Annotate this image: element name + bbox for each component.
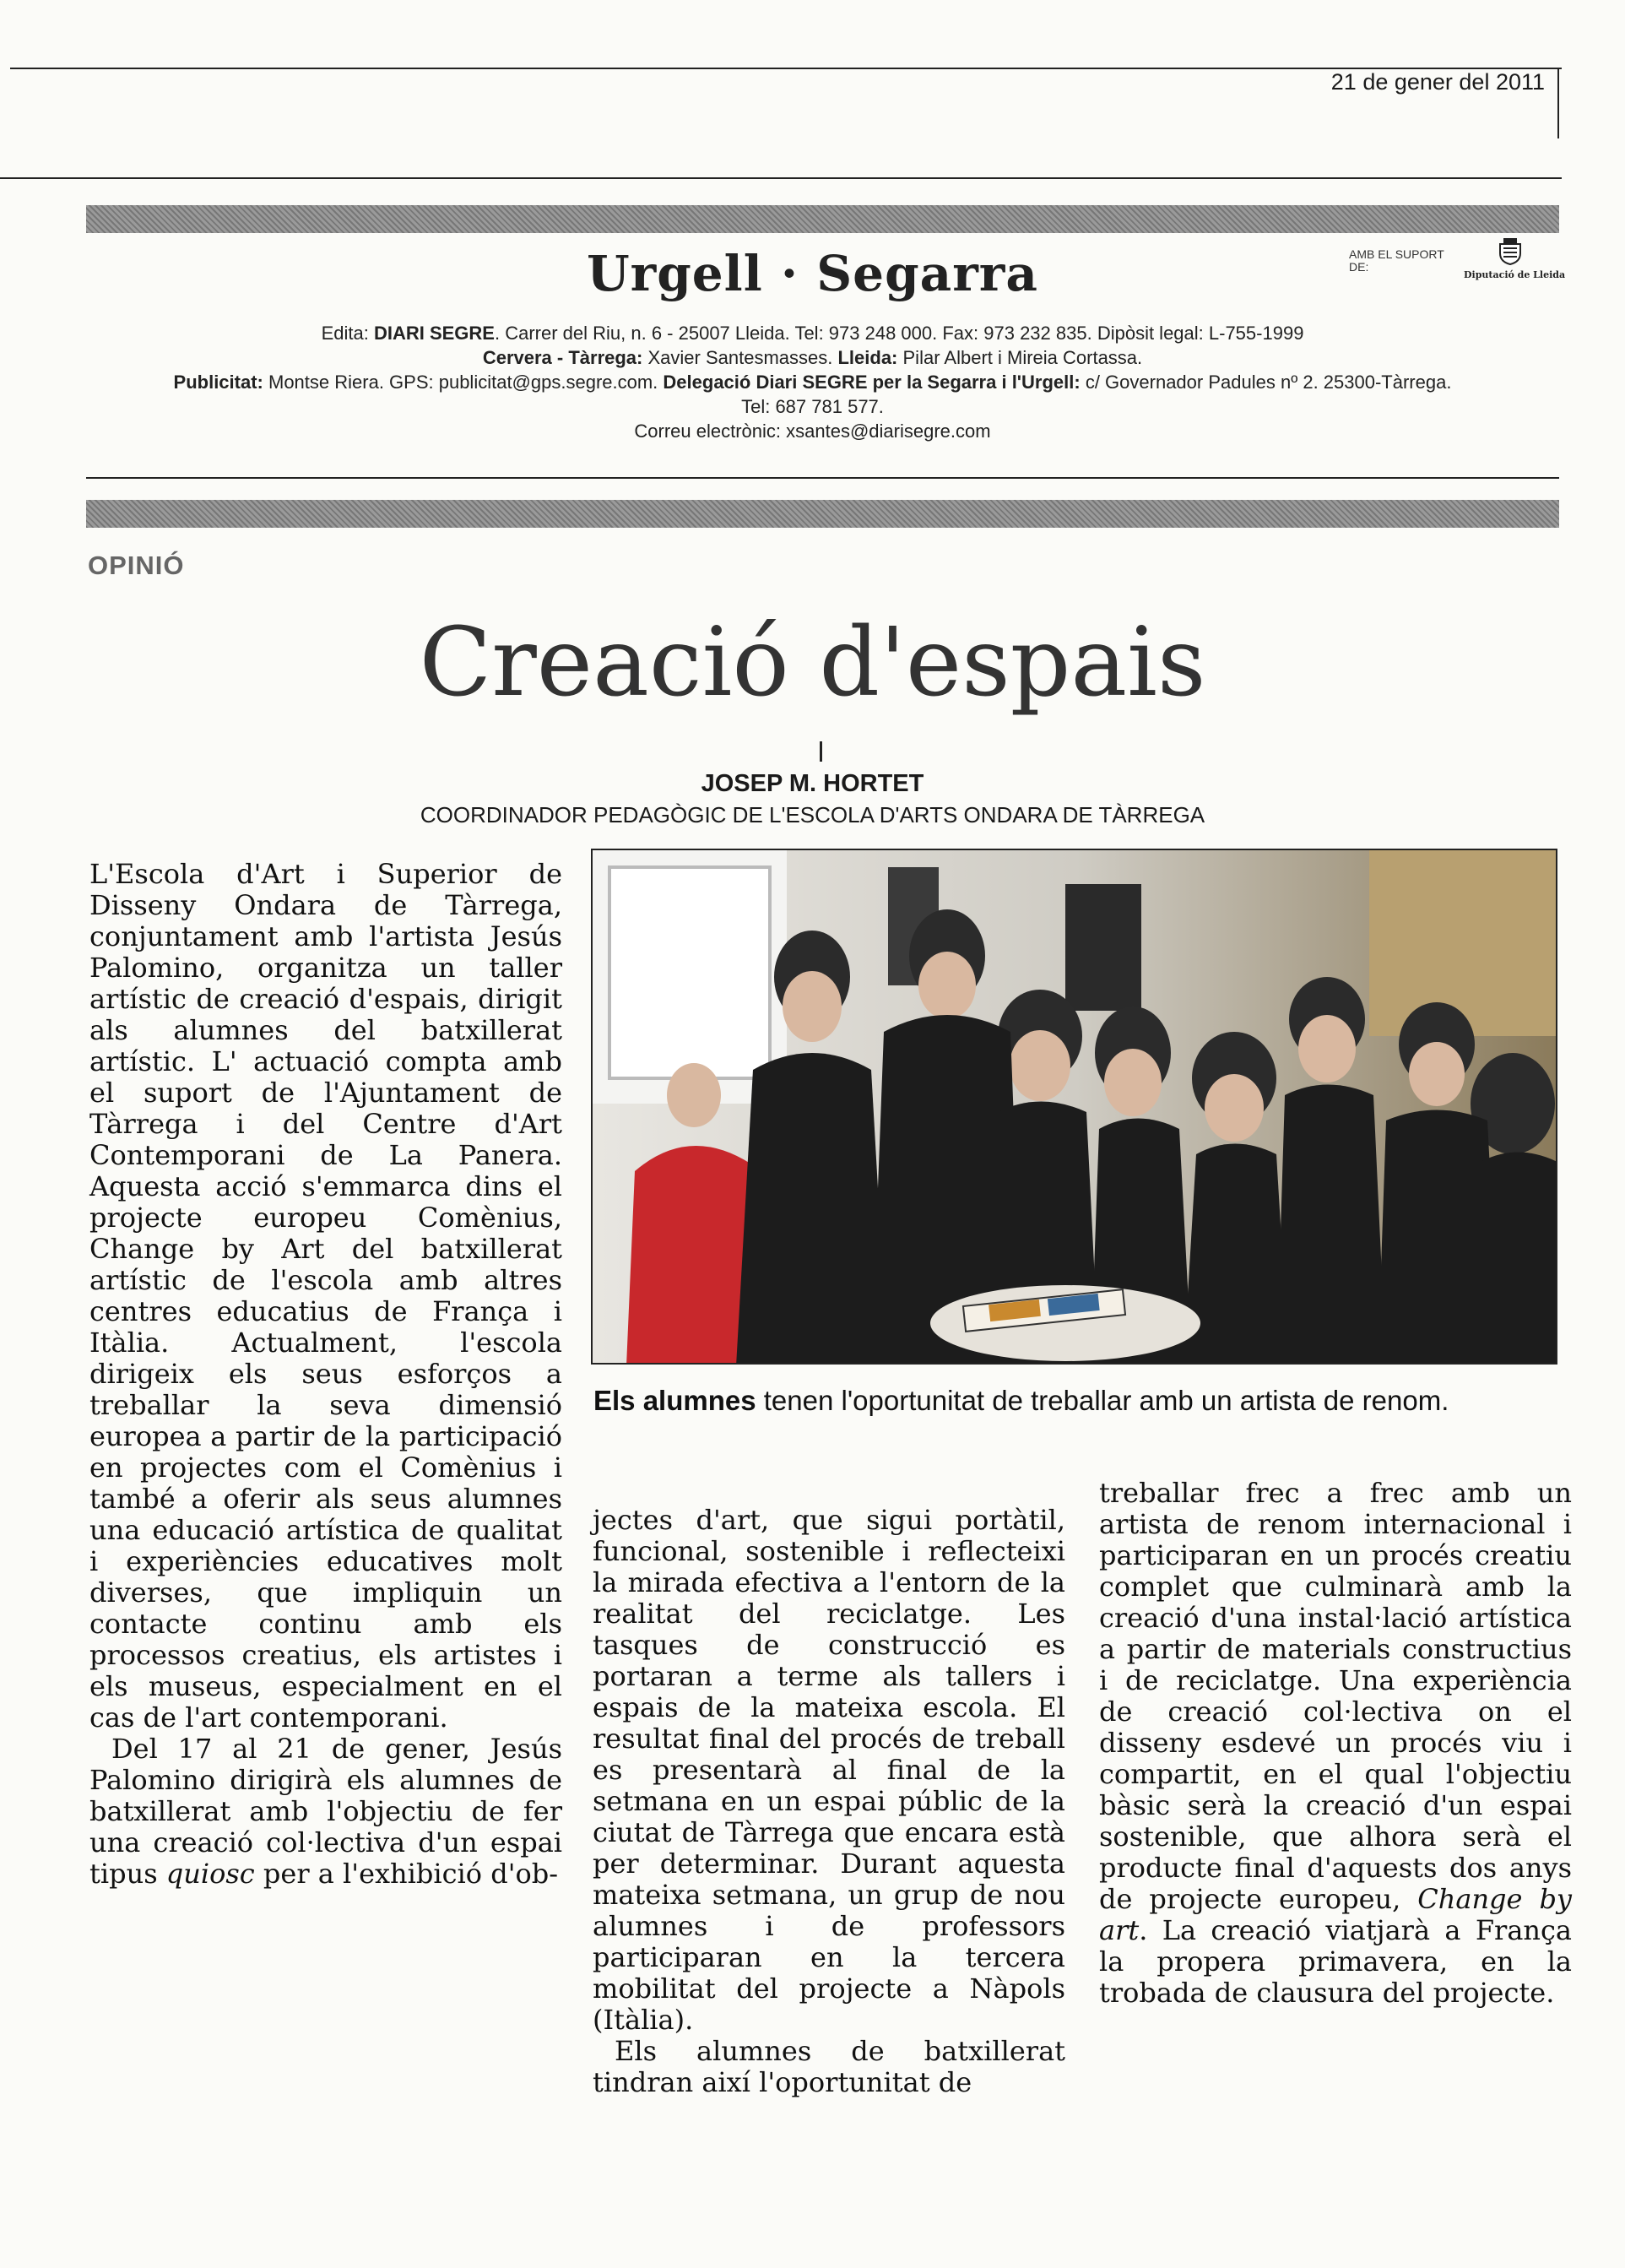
author-role: COORDINADOR PEDAGÒGIC DE L'ESCOLA D'ARTS ONDARA DE TÀRREGA bbox=[420, 802, 1205, 827]
credits-rule bbox=[86, 477, 1559, 479]
credits-label: Publicitat: bbox=[173, 372, 263, 393]
credits-address: . Carrer del Riu, n. 6 - 25007 Lleida. Tel: 973 248 000. Fax: 973 232 835. Dipòsit legal: L-755-1999 bbox=[494, 323, 1304, 344]
paragraph-emphasis: Change by art bbox=[1099, 1883, 1572, 1946]
credits-block bbox=[0, 321, 1625, 443]
byline-divider bbox=[820, 741, 822, 762]
masthead-title: Urgell · Segarra bbox=[587, 245, 1038, 302]
masthead-band-bottom bbox=[86, 500, 1559, 528]
paragraph: Els alumnes de batxillerat tindran així l'oportunitat de bbox=[593, 2035, 1065, 2098]
credits-line-3 bbox=[0, 370, 1625, 394]
paragraph bbox=[89, 1734, 562, 1890]
header-rule bbox=[0, 177, 1562, 179]
paragraph: L'Escola d'Art i Superior de Disseny Ondara de Tàrrega, conjuntament amb l'artista Jesús Palomino, organitza un taller artístic de creació d'espais, dirigit als alumnes del batxillerat artístic. L' actuació compta amb el suport de l'Ajuntament de Tàrrega i del Centre d'Art Contemporani de La Panera. Aquesta acció s'emmarca dins el projecte europeu Comènius, Change by Art del batxillerat artístic de l'escola amb altres centres educatius de França i Itàlia. Actualment, l'escola dirigeix els seus esforços a treballar la seva dimensió europea a partir de la participació en projectes com el Comènius i també a oferir als seus alumnes una educació artística de qualitat i experiències educatives molt diverses, que impliquin un contacte continu amb els processos creatius, els artistes i els museus, especialment en el cas de l'art contemporani. bbox=[89, 858, 562, 1734]
credits-value: Montse Riera. GPS: publicitat@gps.segre.com. bbox=[263, 372, 664, 393]
students-photo-illustration bbox=[593, 850, 1557, 1365]
section-label: OPINIÓ bbox=[88, 551, 185, 580]
article-column-3 bbox=[1099, 1478, 1572, 2009]
credits-value: Pilar Albert i Mireia Cortassa. bbox=[897, 347, 1143, 368]
caption-lead: Els alumnes bbox=[593, 1385, 756, 1416]
photo-caption bbox=[593, 1385, 1564, 1417]
paragraph bbox=[1099, 1478, 1572, 2009]
paragraph-text: treballar frec a frec amb un artista de renom internacional i participaran en un procés creatiu complet que culminarà amb la creació d'una instal·lació artística a partir de materials constructius i de reciclatge. Una experiència de creació col·lectiva on el disseny esdevé un procés viu i compartit, en el qual l'objectiu bàsic serà la creació d'un espai sostenible, que alhora serà el producte final d'aquests dos anys de projecte europeu, bbox=[1099, 1477, 1572, 1915]
credits-label: Delegació Diari SEGRE per la Segarra i l'Urgell: bbox=[663, 372, 1081, 393]
support-label: AMB EL SUPORT DE: bbox=[1349, 247, 1444, 274]
credits-org: DIARI SEGRE bbox=[373, 323, 495, 344]
credits-line-4: Tel: 687 781 577. bbox=[741, 396, 884, 417]
caption-text: tenen l'oportunitat de treballar amb un artista de renom. bbox=[756, 1385, 1449, 1416]
issue-date: 21 de gener del 2011 bbox=[1330, 69, 1545, 95]
paragraph: jectes d'art, que sigui portàtil, funcional, sostenible i reflecteixi la mirada efectiva a l'entorn de la realitat del reciclatge. Les tasques de construcció es portaran a terme als tallers i espais de la mateixa escola. El resultat final del procés de treball es presentarà al final de la setmana en un espai públic de la ciutat de Tàrrega que encara està per determinar. Durant aquesta mateixa setmana, un grup de nou alumnes i de professors participaran en la tercera mobilitat del projecte a Nàpols (Itàlia). bbox=[593, 1504, 1065, 2036]
article-column-1 bbox=[89, 859, 562, 1890]
paragraph-text: . La creació viatjarà a França la propera primavera, en la trobada de clausura del projecte. bbox=[1099, 1914, 1572, 2009]
paragraph-emphasis: quiosc bbox=[165, 1858, 255, 1890]
article-column-2 bbox=[593, 1505, 1065, 2098]
date-box-rule bbox=[1557, 69, 1559, 138]
paragraph-text: Del 17 al 21 de gener, Jesús Palomino dirigirà els alumnes de batxillerat amb l'objectiu de fer una creació col·lectiva d'un espai tipus bbox=[89, 1733, 562, 1890]
credits-line-1 bbox=[0, 321, 1625, 345]
crest-icon bbox=[1498, 238, 1522, 265]
credits-line-5: Correu electrònic: xsantes@diarisegre.com bbox=[634, 421, 991, 442]
supporter-name: Diputació de Lleida bbox=[1464, 269, 1566, 280]
credits-label: Edita: bbox=[321, 323, 369, 344]
credits-value: c/ Governador Padules nº 2. 25300-Tàrrega. bbox=[1080, 372, 1452, 393]
credits-line-2 bbox=[0, 345, 1625, 370]
diputacio-logo bbox=[1464, 238, 1566, 280]
author-name: JOSEP M. HORTET bbox=[701, 770, 924, 797]
credits-label: Lleida: bbox=[837, 347, 898, 368]
headline: Creació d'espais bbox=[419, 608, 1206, 718]
credits-value: Xavier Santesmasses. bbox=[642, 347, 838, 368]
masthead-band-top bbox=[86, 205, 1559, 233]
paragraph-text: per a l'exhibició d'ob- bbox=[254, 1858, 559, 1890]
article-photo bbox=[591, 849, 1557, 1365]
credits-label: Cervera - Tàrrega: bbox=[482, 347, 643, 368]
